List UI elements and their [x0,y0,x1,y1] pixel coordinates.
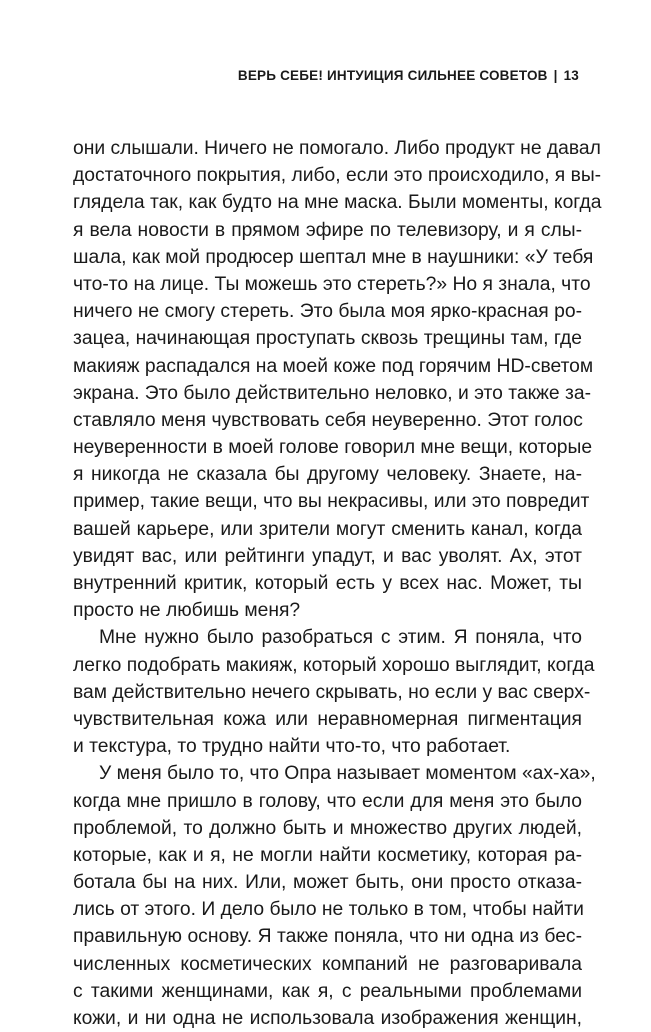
text-line: легко подобрать макияж, который хорошо выглядит, когда [73,654,595,676]
text-line: вашей карьере, или зрители могут сменить канал, когда [73,518,582,540]
text-line: глядела так, как будто на мне маска. Были моменты, когда [73,192,602,214]
body-text [73,135,602,1032]
text-line: которые, как и я, не могли найти косметику, которая ра- [73,844,582,866]
text-line: зацеа, начинающая проступать сквозь трещины там, где [73,328,582,350]
text-line: внутренний критик, который есть у всех нас. Может, ты [73,573,582,594]
text-line: кожи, и ни одна не использовала изображения женщин, [73,1008,582,1029]
text-line: я никогда не сказала бы другому человеку. Знаете, на- [73,464,582,486]
text-line: шала, как мой продюсер шептал мне в наушники: «У тебя [73,246,594,268]
text-line: ничего не смогу стереть. Это была моя ярко-красная ро- [73,301,582,323]
text-line: вам действительно нечего скрывать, но если у вас сверх- [73,681,591,703]
text-line: лись от этого. И дело было не только в том, чтобы найти [73,899,584,921]
text-line: экрана. Это было действительно неловко, и это также за- [73,382,591,404]
text-line: численных косметических компаний не разговаривала [73,953,582,975]
text-line: пример, такие вещи, что вы некрасивы, или это повредит [73,491,590,513]
book-title: ВЕРЬ СЕБЕ! ИНТУИЦИЯ СИЛЬНЕЕ СОВЕТОВ [237,68,548,83]
text-line: достаточного покрытия, либо, если это происходило, я вы- [73,165,602,187]
text-line: ставляло меня чувствовать себя неуверенно. Этот голос [73,409,583,431]
text-line: Мне нужно было разобраться с этим. Я поняла, что [99,627,582,649]
text-line: что-то на лице. Ты можешь это стереть?» Но я знала, что [73,273,591,295]
text-line: просто не любишь меня? [73,600,301,622]
text-line: проблемой, то должно быть и множество других людей, [73,817,582,839]
header-separator: | [553,68,558,83]
text-line: и текстура, то трудно найти что-то, что работает. [73,736,511,758]
text-line: ботала бы на них. Или, может быть, они просто отказа- [73,872,582,894]
text-line: чувствительная кожа или неравномерная пигментация [73,708,582,730]
running-header [238,68,579,83]
text-line: я вела новости в прямом эфире по телевизору, и я слы- [73,219,582,241]
text-line: когда мне пришло в голову, что если для меня это было [73,790,582,812]
text-line: увидят вас, или рейтинги упадут, и вас уволят. Ах, этот [73,545,582,567]
text-line: макияж распадался на моей коже под горячим HD-светом [73,355,594,377]
text-line: с такими женщинами, как я, с реальными проблемами [73,980,582,1002]
page-number: 13 [563,68,579,83]
text-line: они слышали. Ничего не помогало. Либо продукт не давал [73,138,601,159]
text-line: правильную основу. Я также поняла, что ни одна из бес- [73,926,582,948]
text-line: неуверенности в моей голове говорил мне вещи, которые [73,437,593,459]
text-line: У меня было то, что Опра называет моментом «ах-ха», [99,763,596,785]
